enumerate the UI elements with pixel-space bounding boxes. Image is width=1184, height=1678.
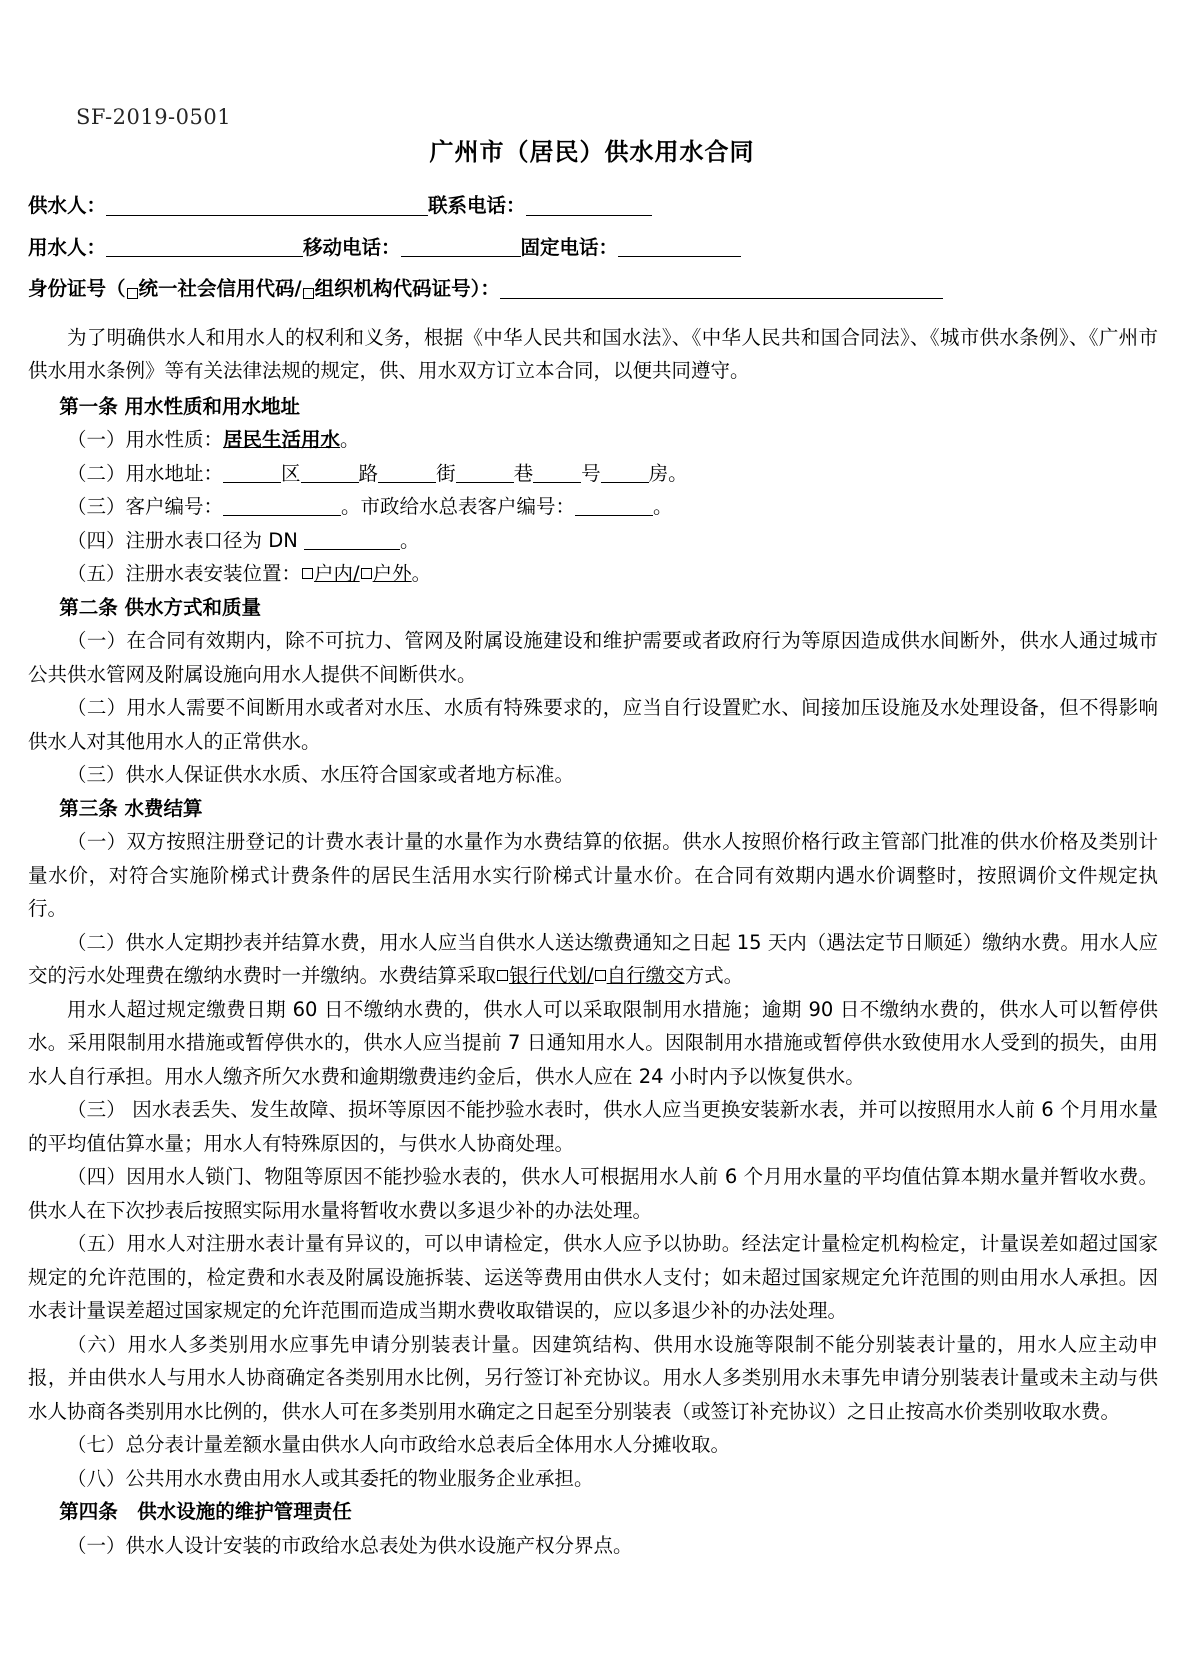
meter-location-separator: / [353,562,360,585]
fixed-tel-input[interactable] [618,239,741,257]
checkbox-bank-deduction[interactable] [497,970,508,981]
item-label: 用水地址： [125,461,224,485]
checkbox-self-payment[interactable] [595,970,606,981]
meter-location-indoor-label: 户内 [314,562,354,585]
checkbox-meter-outdoor[interactable] [361,568,372,579]
article1-item2-address [28,457,1158,491]
supplier-input[interactable] [106,198,428,216]
item-suffix: 。 [653,495,673,518]
article3-item6 [28,1328,1158,1429]
article1-item3-customer-number [28,490,1158,524]
item-number: （七） [67,1433,126,1456]
id-number-input[interactable] [500,281,943,299]
item-label: 用水性质： [125,428,224,451]
item-label: 客户编号： [125,495,224,518]
article4-item1 [28,1529,1158,1563]
item-suffix: 。 [400,528,420,552]
item-number: （四） [67,1165,127,1188]
article3-item8 [28,1462,1158,1496]
item-text: 双方按照注册登记的计费水表计量的水量作为水费结算的依据。供水人按照价格行政主管部门批准的供水价格及类别计量水价，对符合实施阶梯式计费条件的居民生活用水实行阶梯式计量水价。在合同有效期内遇水价调整时，按照调价文件规定执行。 [28,830,1158,920]
article3-item4 [28,1160,1158,1227]
address-lane-input[interactable] [456,465,514,483]
item-number: （四） [67,528,126,552]
item-number: （六） [67,1332,128,1356]
item-number: （二） [67,461,126,485]
payment-option-bank-label: 银行代划 [509,964,588,987]
item-text: 因用水人锁门、物阻等原因不能抄验水表的，供水人可根据用水人前 6 个月用水量的平均值估算本期水量并暂收水费。供水人在下次抄表后按照实际用水量将暂收水费以多退少补的办法处理。 [28,1165,1158,1222]
item-number: （八） [67,1466,126,1490]
water-use-nature-value: 居民生活用水 [223,428,341,451]
id-label-suffix: ）： [470,277,500,300]
item-text: 供水人设计安装的市政给水总表处为供水设施产权分界点。 [125,1533,633,1557]
item-number: （一） [67,1533,126,1557]
item-text: 供水人保证供水水质、水压符合国家或者地方标准。 [125,763,575,786]
item-number: （一） [67,629,127,652]
item-number: （二） [67,696,127,719]
article3-item2-payment-method [28,926,1158,993]
id-option-unified-credit-code: 统一社会信用代码 [138,277,295,300]
item-text: 用水人对注册水表计量有异议的，可以申请检定，供水人应予以协助。经法定计量检定机构检定，计量误差如超过国家规定的允许范围的，检定费和水表及附属设施拆装、运送等费用由供水人支付；如未超过国家规定允许范围的则由用水人承担。因水表计量误差超过国家规定的允许范围而造成当期水费收取错误的，应以多退少补的办法处理。 [28,1232,1158,1322]
address-number-input[interactable] [533,465,581,483]
meter-diameter-input[interactable] [304,532,400,550]
payment-option-separator: / [587,964,594,987]
article1-item1 [28,423,1158,457]
item-text: 在合同有效期内，除不可抗力、管网及附属设施建设和维护需要或者政府行为等原因造成供水间断外，供水人通过城市公共供水管网及附属设施向用水人提供不间断供水。 [28,629,1158,686]
checkbox-unified-credit-code[interactable] [127,288,138,299]
meter-location-outdoor-label: 户外 [372,562,412,585]
item-suffix: 。 [411,562,432,585]
customer-number-input[interactable] [223,498,341,516]
supplier-label: 供水人： [28,194,107,217]
user-label: 用水人： [28,235,107,259]
item-suffix: 。 [668,461,688,485]
article3-item1 [28,825,1158,926]
checkbox-org-code[interactable] [303,288,314,299]
article-heading-1: 第一条 用水性质和用水地址 [59,394,300,418]
item-text: 公共用水水费由用水人或其委托的物业服务企业承担。 [125,1466,594,1490]
item-text: 用水人需要不间断用水或者对水压、水质有特殊要求的，应当自行设置贮水、间接加压设施及水处理设备，但不得影响供水人对其他用水人的正常供水。 [28,696,1158,753]
id-option-org-code: 组织机构代码证号 [314,277,471,300]
article2-item1 [28,624,1158,691]
address-unit-number: 号 [581,461,601,485]
supplier-row [28,196,1158,216]
article1-item5-meter-location [28,557,1158,591]
address-street-input[interactable] [378,465,436,483]
address-unit-room: 房 [648,461,669,485]
item-number: （五） [67,1232,127,1255]
address-unit-road: 路 [358,461,379,485]
item-number: （三） [67,495,126,518]
document-title: 广州市（居民）供水用水合同 [429,138,755,166]
article1-item4-meter-diameter [28,524,1158,558]
address-room-input[interactable] [601,465,649,483]
document-content [28,196,1158,1562]
item-number: （五） [67,562,126,585]
address-unit-street: 街 [436,461,456,485]
address-unit-lane: 巷 [513,461,534,485]
payment-option-self-label: 自行缴交 [606,964,685,987]
item-text-part-b: 方式。 [684,964,744,987]
id-label-prefix: 身份证号（ [28,277,126,300]
item-number: （三） [67,1098,126,1121]
article-heading-4: 第四条 供水设施的维护管理责任 [59,1500,352,1523]
preamble-paragraph: 为了明确供水人和用水人的权利和义务，根据《中华人民共和国水法》、《中华人民共和国合同法》、《城市供水条例》、《广州市供水用水条例》等有关法律法规的规定，供、用水双方订立本合同，以便共同遵守。 [28,325,1158,382]
article3-item5 [28,1227,1158,1328]
fixed-tel-label: 固定电话： [520,235,619,259]
item-text-part-a: 供水人定期抄表并结算水费，用水人应当自供水人送达缴费通知之日起 15 天内（遇法定节日顺延）缴纳水费。用水人应交的污水处理费在缴纳水费时一并缴纳。水费结算采取 [28,930,1158,987]
item-label: 注册水表安装位置： [125,562,302,585]
item-number: （三） [67,763,126,786]
document-code: SF-2019-0501 [76,105,232,129]
article3-overdue-paragraph: 用水人超过规定缴费日期 60 日不缴纳水费的，供水人可以采取限制用水措施；逾期 90 日不缴纳水费的，供水人可以暂停供水。采用限制用水措施或暂停供水的，供水人应当提前 7 日通知用水人。因限制用水措施或暂停供水致使用水人受到的损失，由用水人自行承担。用水人缴齐所欠水费和逾期缴费违约金后，供水人应在 24 小时内予以恢复供水。 [28,997,1158,1088]
item-number: （二） [67,930,126,954]
article3-item7 [28,1428,1158,1462]
mobile-label: 移动电话： [303,235,401,259]
item-suffix: 。 [340,428,360,451]
item-label: 注册水表口径为 DN [125,528,298,552]
item-text: 因水表丢失、发生故障、损坏等原因不能抄验水表时，供水人应当更换安装新水表，并可以按照用水人前 6 个月用水量的平均值估算水量；用水人有特殊原因的，与供水人协商处理。 [28,1098,1158,1155]
id-number-row [28,279,1158,299]
article-heading-3: 第三条 水费结算 [59,796,203,820]
item-number: （一） [67,830,127,853]
mobile-input[interactable] [401,239,521,257]
article2-item3 [28,758,1158,792]
user-input[interactable] [106,239,303,257]
article3-item3 [28,1093,1158,1160]
item-number: （一） [67,428,126,451]
contact-tel-label: 联系电话： [428,194,526,217]
article-heading-2: 第二条 供水方式和质量 [59,595,261,619]
article2-item2 [28,691,1158,758]
item-text: 用水人多类别用水应事先申请分别装表计量。因建筑结构、供用水设施等限制不能分别装表计量的，用水人应主动申报，并由供水人与用水人协商确定各类别用水比例，另行签订补充协议。用水人多类别用水未事先申请分别装表计量或未主动与供水人协商各类别用水比例的，供水人可在多类别用水确定之日起至分别装表（或签订补充协议）之日止按高水价类别收取水费。 [28,1332,1158,1423]
address-unit-district: 区 [281,461,301,485]
user-row [28,235,1158,259]
address-road-input[interactable] [301,465,359,483]
customer-number-mid-text: 。市政给水总表客户编号： [341,495,576,518]
checkbox-meter-indoor[interactable] [302,568,313,579]
main-meter-customer-number-input[interactable] [575,498,653,516]
id-option-separator: / [294,277,302,300]
address-district-input[interactable] [223,465,281,483]
item-text: 总分表计量差额水量由供水人向市政给水总表后全体用水人分摊收取。 [125,1433,731,1456]
contact-tel-input[interactable] [526,198,652,216]
